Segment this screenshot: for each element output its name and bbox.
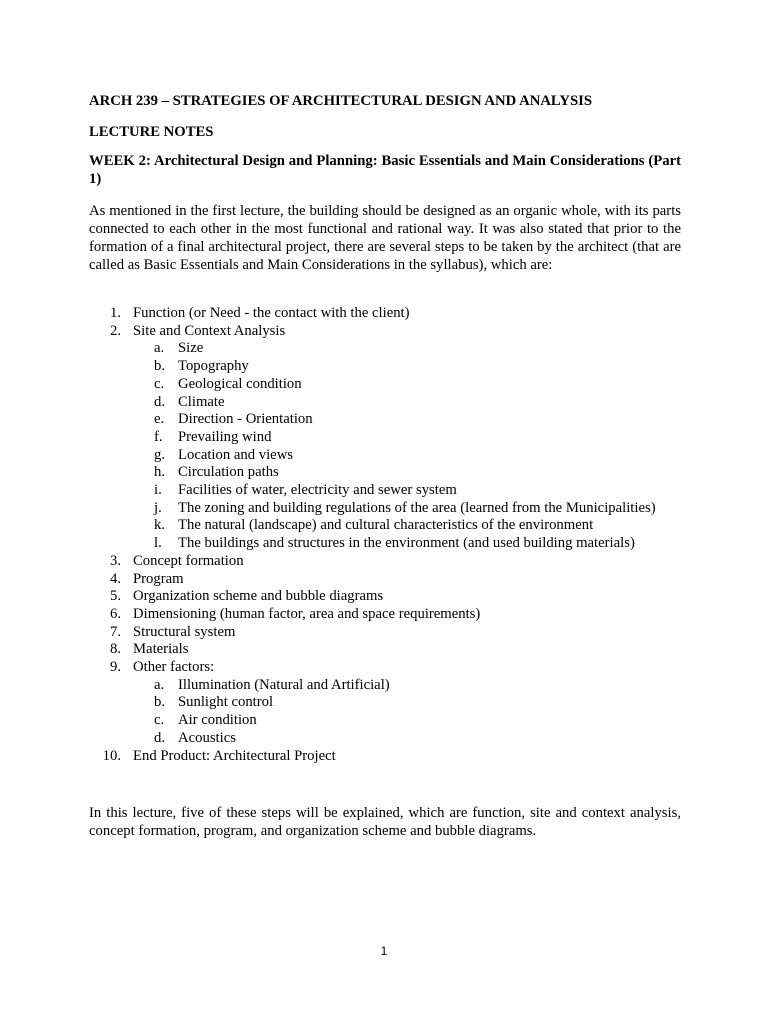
sublist-item-text: Facilities of water, electricity and sewer system	[178, 482, 457, 499]
list-number: 6.	[109, 605, 121, 622]
sublist-item	[133, 535, 689, 553]
list-item-text: Program	[133, 570, 184, 587]
sublist-item-text: The natural (landscape) and cultural characteristics of the environment	[178, 517, 594, 534]
list-item-text: Concept formation	[133, 552, 244, 569]
sublist-letter: i.	[154, 482, 162, 499]
page-number: 1	[380, 944, 388, 958]
sublist-item-text: Sunlight control	[178, 694, 274, 711]
sublist-item	[133, 712, 689, 730]
list-item	[89, 659, 689, 748]
site-analysis-sublist	[133, 340, 689, 552]
week-title: WEEK 2: Architectural Design and Planning: Basic Essentials and Main Considerations (Part 1)	[89, 153, 681, 187]
sublist-letter: b.	[154, 694, 166, 711]
sublist-letter: a.	[154, 340, 165, 357]
sublist-item-text: The buildings and structures in the environment (and used building materials)	[178, 535, 635, 552]
sublist-item-text: Climate	[178, 393, 225, 410]
list-item	[89, 305, 689, 323]
sublist-letter: j.	[154, 499, 162, 516]
list-number: 1.	[109, 305, 121, 321]
sublist-item	[133, 677, 689, 695]
list-item-text: Organization scheme and bubble diagrams	[133, 588, 384, 605]
sublist-letter: f.	[154, 428, 163, 445]
list-number: 3.	[109, 552, 121, 569]
sublist-item-text: The zoning and building regulations of the area (learned from the Municipalities)	[178, 499, 656, 516]
sublist-letter: c.	[154, 712, 165, 729]
sublist-letter: h.	[154, 464, 166, 481]
sublist-letter: c.	[154, 375, 165, 392]
sublist-item-text: Prevailing wind	[178, 428, 272, 445]
list-item-text: End Product: Architectural Project	[133, 747, 336, 764]
intro-paragraph: As mentioned in the first lecture, the building should be designed as an organic whole, with its parts connected to each other in the most functional and rational way. It was also stated that prior to the formation of a final architectural project, there are several steps to be taken by the architect (that are called as Basic Essentials and Main Considerations in the syllabus), which are:	[89, 203, 681, 273]
list-number: 4.	[109, 570, 121, 587]
sublist-letter: b.	[154, 358, 166, 375]
list-number: 5.	[109, 588, 121, 605]
sublist-item-text: Topography	[178, 358, 249, 375]
list-item	[89, 624, 689, 642]
list-item	[89, 553, 689, 571]
sublist-item-text: Circulation paths	[178, 464, 279, 481]
sublist-letter: d.	[154, 393, 166, 410]
sublist-item	[133, 447, 689, 465]
sublist-item-text: Air condition	[178, 712, 257, 729]
section-label: LECTURE NOTES	[89, 124, 214, 140]
list-number: 10.	[102, 747, 121, 764]
sublist-item	[133, 394, 689, 412]
sublist-item	[133, 517, 689, 535]
sublist-item-text: Illumination (Natural and Artificial)	[178, 676, 390, 693]
list-number: 9.	[109, 659, 121, 676]
steps-list	[89, 305, 689, 765]
sublist-letter: a.	[154, 676, 165, 693]
list-item-text: Structural system	[133, 623, 236, 640]
list-item	[89, 323, 689, 553]
list-item-text: Dimensioning (human factor, area and space requirements)	[133, 605, 481, 622]
sublist-item-text: Direction - Orientation	[178, 411, 313, 428]
list-item	[89, 748, 689, 766]
sublist-item	[133, 464, 689, 482]
sublist-letter: g.	[154, 446, 166, 463]
list-item-text: Other factors:	[133, 659, 215, 676]
list-item	[89, 571, 689, 589]
sublist-item-text: Geological condition	[178, 375, 302, 392]
sublist-item	[133, 694, 689, 712]
list-item-text: Function (or Need - the contact with the client)	[133, 305, 410, 321]
list-item-text: Materials	[133, 641, 189, 658]
list-number: 2.	[109, 322, 121, 339]
list-item	[89, 641, 689, 659]
sublist-item	[133, 411, 689, 429]
closing-paragraph: In this lecture, five of these steps will be explained, which are function, site and context analysis, concept formation, program, and organization scheme and bubble diagrams.	[89, 805, 681, 839]
sublist-item	[133, 482, 689, 500]
sublist-letter: e.	[154, 411, 165, 428]
other-factors-sublist	[133, 677, 689, 748]
list-item	[89, 588, 689, 606]
sublist-item	[133, 429, 689, 447]
list-number: 8.	[109, 641, 121, 658]
sublist-item	[133, 340, 689, 358]
sublist-letter: d.	[154, 729, 166, 746]
sublist-letter: l.	[154, 535, 162, 552]
sublist-letter: k.	[154, 517, 166, 534]
sublist-item	[133, 730, 689, 748]
list-number: 7.	[109, 623, 121, 640]
course-title: ARCH 239 – STRATEGIES OF ARCHITECTURAL DESIGN AND ANALYSIS	[89, 93, 593, 109]
sublist-item-text: Location and views	[178, 446, 294, 463]
sublist-item	[133, 358, 689, 376]
sublist-item	[133, 500, 689, 518]
list-item-text: Site and Context Analysis	[133, 322, 286, 339]
sublist-item	[133, 376, 689, 394]
sublist-item-text: Size	[178, 340, 204, 357]
sublist-item-text: Acoustics	[178, 729, 236, 746]
list-item	[89, 606, 689, 624]
